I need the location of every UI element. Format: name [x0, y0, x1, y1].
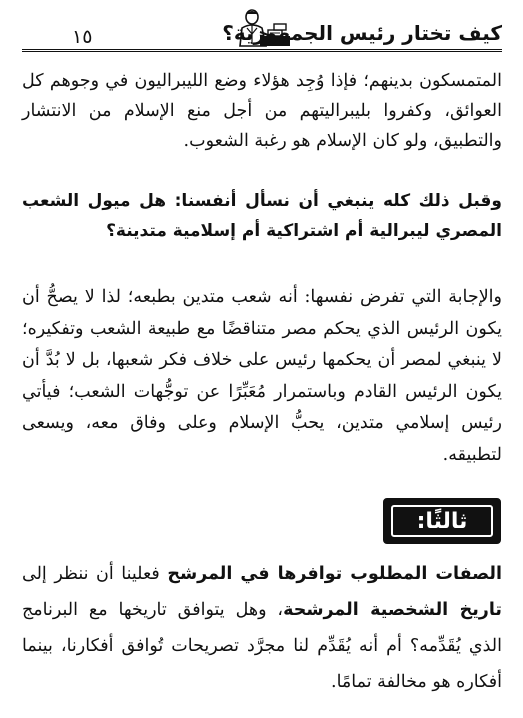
paragraph-2: والإجابة التي تفرض نفسها: أنه شعب متدين بطبعه؛ لذا لا يصحُّ أن يكون الرئيس الذي يحكم مصر متناقضًا مع طبيعة الشعب وتفكيره؛ لا ينبغي لمصر أن يحكمها رئيس على خلاف فكر شعبها، بل لا بُدَّ أن يكون الرئيس القادم وباستمرار مُعَبِّرًا عن توجُّهات الشعب؛ فيأتي رئيس إسلامي متدين، يحبُّ الإسلام وعلى وفاق معه، ويسعى لتطبيقه.: [22, 287, 502, 465]
page-header: [22, 8, 502, 54]
header-divider: [22, 49, 502, 52]
paragraph-3: [22, 556, 502, 700]
book-title: كيف تختار رئيس الجمهورية؟: [222, 21, 502, 45]
bold-phrase-history: تاريخ الشخصية المرشحة: [283, 600, 502, 620]
paragraph-3-text-2: ، وهل يتوافق تاريخها مع البرنامج الذي يُقَدِّمه؟ أم أنه يُقَدِّم لنا مجرَّد تصريحات تُوافق أفكارنا، بينما أفكاره هو مخالفة تمامًا.: [22, 600, 502, 692]
question-heading: وقبل ذلك كله ينبغي أن نسأل أنفسنا: هل ميول الشعب المصري ليبرالية أم اشتراكية أم إسلامية متدينة؟: [22, 191, 502, 241]
paragraph-1: المتمسكون بدينهم؛ فإذا وُجِد هؤلاء وضع الليبراليون في وجوهم كل العوائق، وكفروا بليبراليتهم من أجل منع الإسلام من الانتشار والتطبيق، ولو كان الإسلام هو رغبة الشعوب.: [22, 71, 502, 151]
paragraph-3-text-1: فعلينا أن ننظر إلى: [22, 564, 168, 584]
section-badge: [383, 498, 501, 544]
bold-phrase-qualities: الصفات المطلوب توافرها في المرشح: [167, 564, 502, 584]
section-label: ثالثًا:: [391, 505, 493, 537]
page-number: ١٥: [72, 26, 93, 48]
